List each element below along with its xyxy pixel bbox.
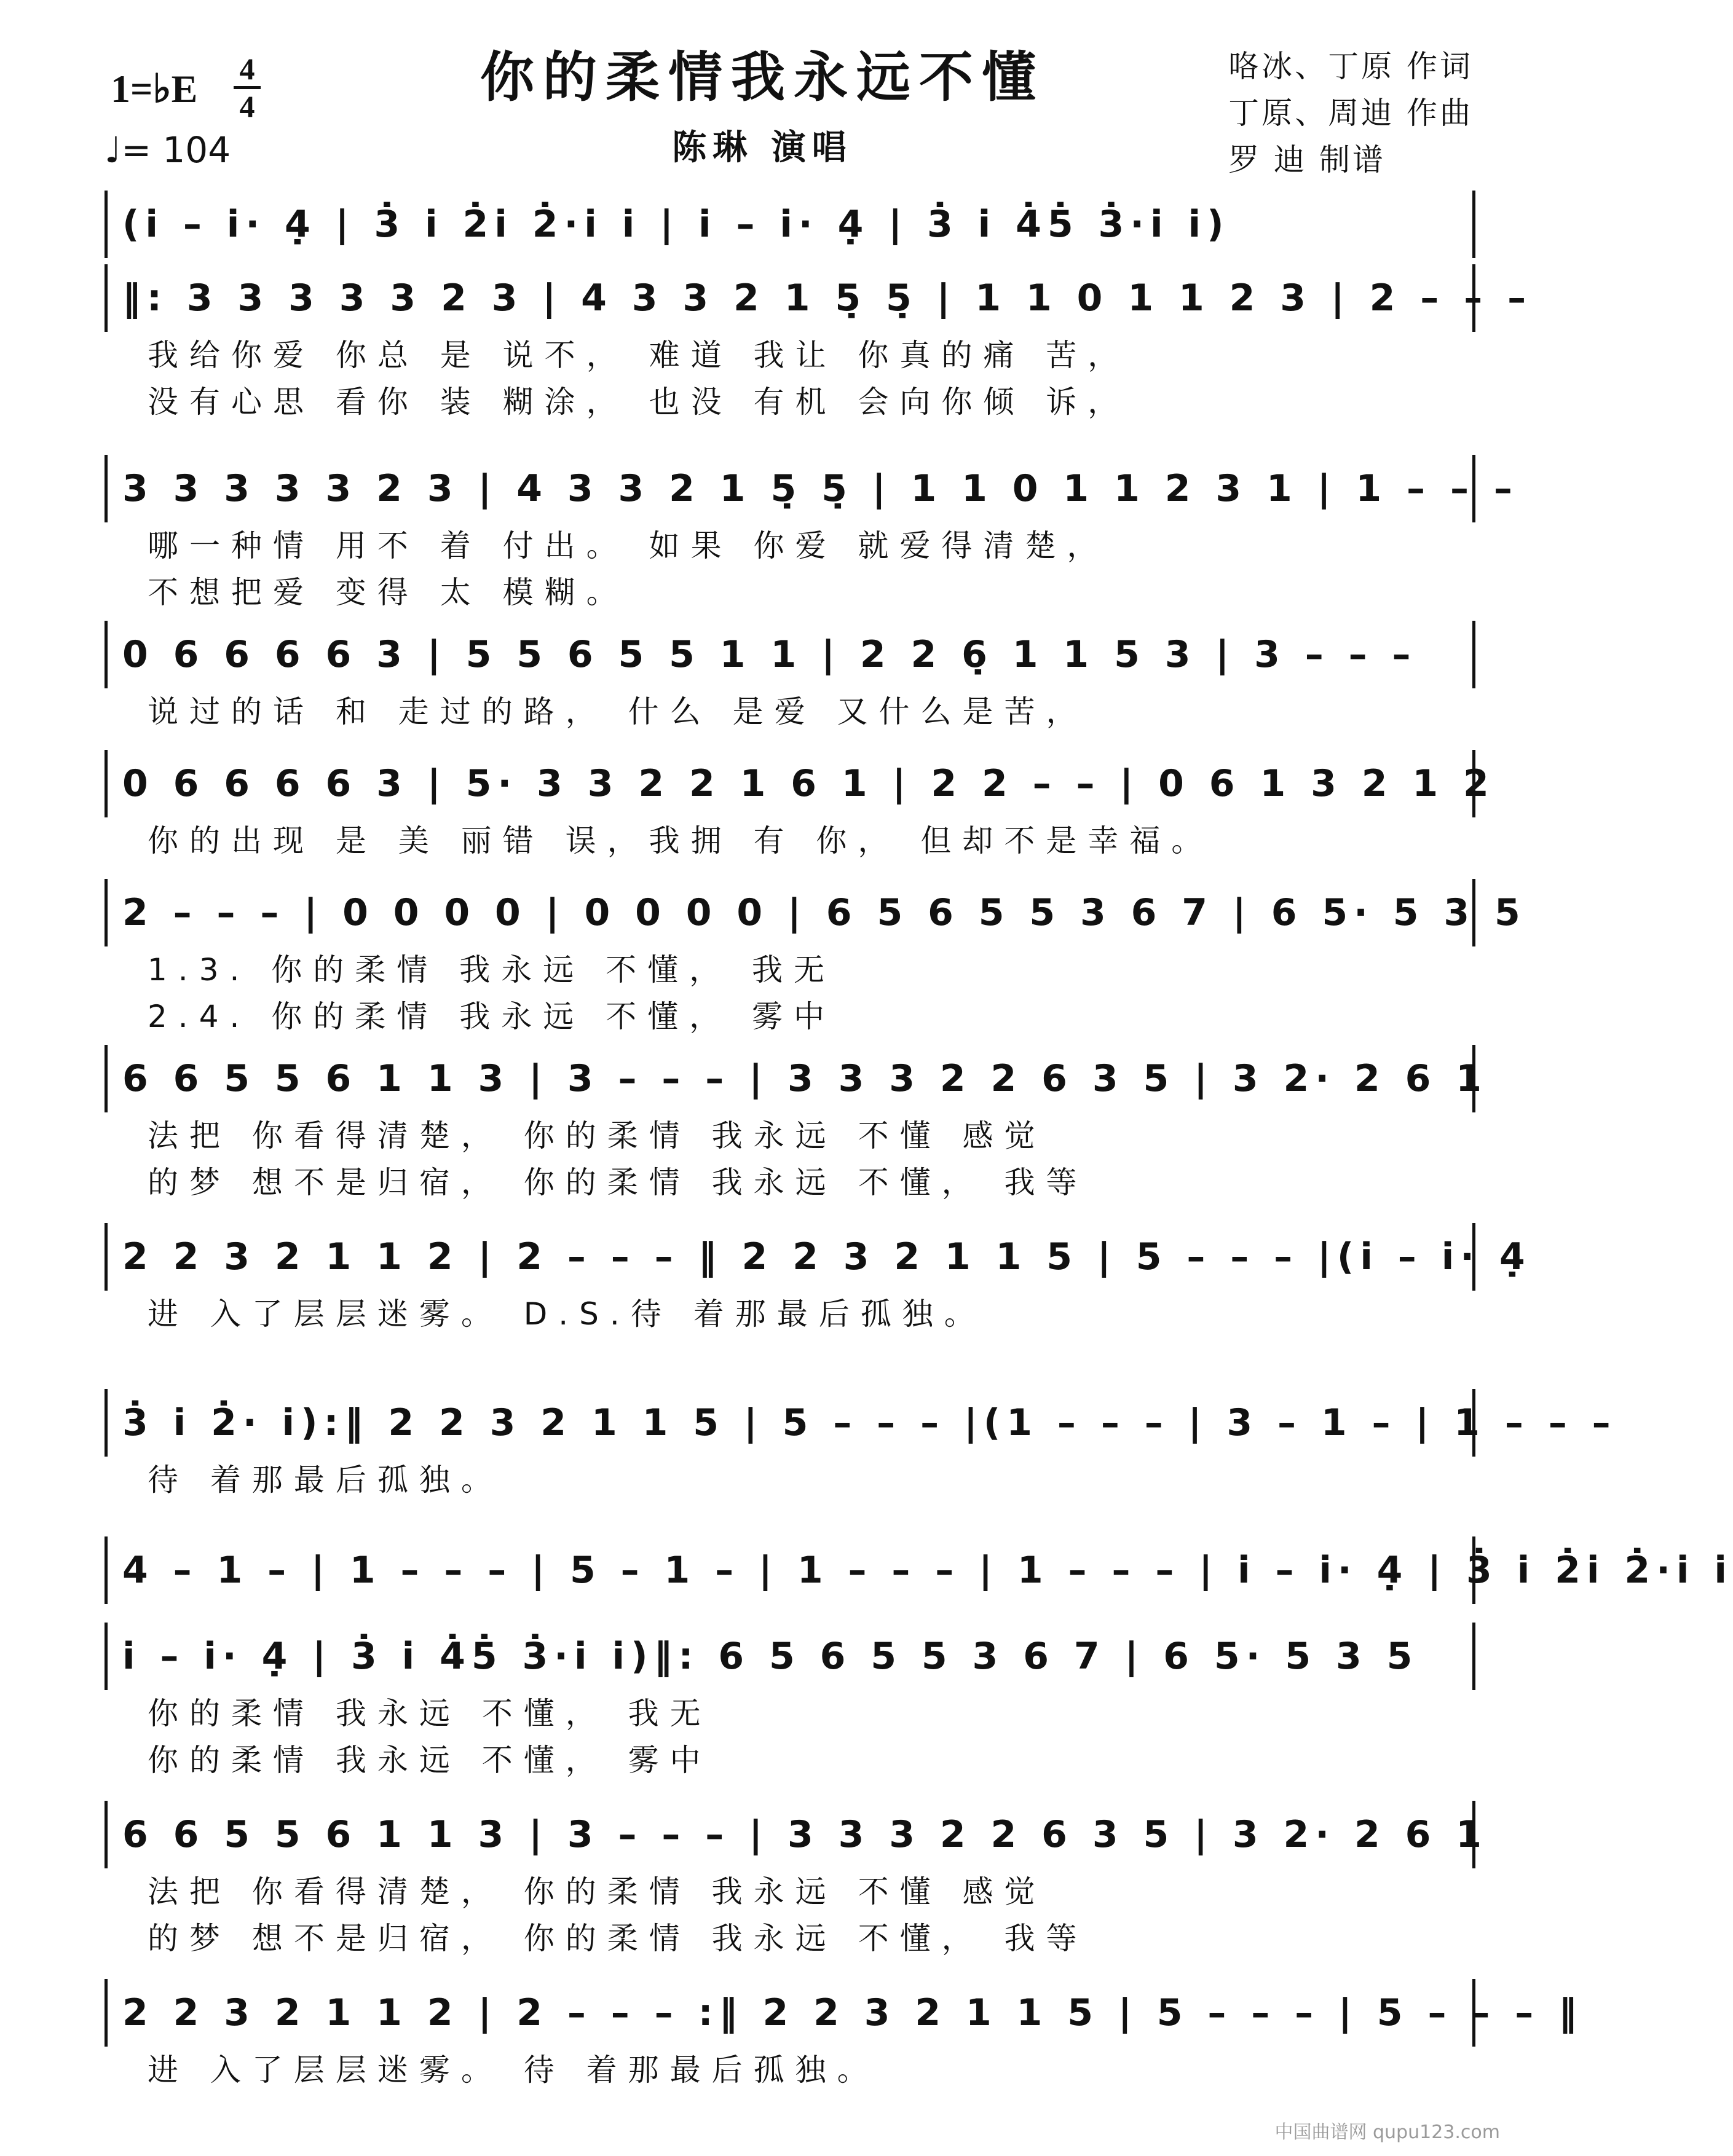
score-system: [105, 1389, 1617, 1503]
score-system: [105, 1536, 1733, 1604]
credit-composer: 丁原、周迪 作曲: [1228, 95, 1473, 131]
lyric-line: 你的柔情 我永远 不懂， 我无: [148, 1696, 712, 1731]
notation-line: 2 – – – | 0 0 0 0 | 0 0 0 0 | 6 5 6 5 5 3 6 7 | 6 5· 5 3 5: [105, 879, 1475, 946]
score-system: [105, 1979, 1584, 2093]
lyric-line: 1.3. 你的柔情 我永远 不懂， 我无: [148, 952, 835, 988]
notation-line: i̇ – i̇· 4̣ | 3̇ i̇ 4̇5̇ 3̇·i̇ i̇)‖: 6 5 6 5 5 3 6 7 | 6 5· 5 3 5: [105, 1623, 1475, 1690]
lyric-line: 的梦 想不是归宿， 你的柔情 我永远 不懂， 我等: [148, 1921, 1088, 1956]
lyric-line: 你的出现 是 美 丽错 误，我拥 有 你， 但却不是幸福。: [148, 823, 1214, 859]
score-system: [105, 750, 1495, 864]
tempo-marking: ♩= 104: [105, 129, 231, 171]
lyric-line: 不想把爱 变得 太 模糊。: [148, 575, 628, 610]
score-system: [105, 455, 1518, 616]
lyric-line: 说过的话 和 走过的路， 什么 是爱 又什么是苦，: [148, 694, 1088, 730]
key-signature: 1=♭E: [111, 67, 198, 111]
lyric-line: 的梦 想不是归宿， 你的柔情 我永远 不懂， 我等: [148, 1165, 1088, 1200]
score-system: [105, 264, 1533, 425]
meter-top: 4: [239, 52, 255, 86]
notation-line: 3 3 3 3 3 2 3 | 4 3 3 2 1 5̣ 5̣ | 1 1 0 1 1 2 3 1 | 1 – – –: [105, 455, 1475, 522]
score-system: [105, 1045, 1488, 1206]
lyric-line: 没有心思 看你 装 糊涂， 也没 有机 会向你倾 诉，: [148, 384, 1130, 420]
score-system: [105, 621, 1475, 735]
lyric-line: 我给你爱 你总 是 说不， 难道 我让 你真的痛 苦，: [148, 337, 1130, 373]
score-system: [105, 879, 1526, 1040]
lyric-line: 哪一种情 用不 着 付出。 如果 你爱 就爱得清楚，: [148, 528, 1109, 564]
score-system: [105, 191, 1475, 258]
notation-line: 6 6 5 5 6 1 1 3 | 3 – – – | 3 3 3 2 2 6 3 5 | 3 2· 2 6 1: [105, 1045, 1475, 1112]
time-signature: [234, 52, 261, 124]
lyric-line: 法把 你看得清楚， 你的柔情 我永远 不懂 感觉: [148, 1118, 1046, 1154]
lyric-line: 你的柔情 我永远 不懂， 雾中: [148, 1742, 712, 1778]
notation-line: ‖: 3 3 3 3 3 2 3 | 4 3 3 2 1 5̣ 5̣ | 1 1 0 1 1 2 3 | 2 – – –: [105, 264, 1475, 332]
credit-lyricist: 咯冰、丁原 作词: [1228, 49, 1473, 84]
lyric-line: 待 着那最后孤独。: [148, 1462, 503, 1498]
score-system: [105, 1801, 1488, 1962]
notation-line: 0 6 6 6 6 3 | 5 5 6 5 5 1 1 | 2 2 6̣ 1 1 5 3 | 3 – – –: [105, 621, 1475, 688]
notation-line: (i̇ – i̇· 4̣ | 3̇ i̇ 2̇i̇ 2̇·i̇ i̇ | i̇ – i̇· 4̣ | 3̇ i̇ 4̇5̇ 3̇·i̇ i̇): [105, 191, 1475, 258]
notation-line: 3̇ i̇ 2̇· i̇):‖ 2 2 3 2 1 1 5 | 5 – – – |(1 – – – | 3 – 1 – | 1 – – –: [105, 1389, 1475, 1457]
meter-bottom: 4: [239, 89, 255, 124]
singer: 陈琳 演唱: [672, 127, 853, 168]
lyric-line: 2.4. 你的柔情 我永远 不懂， 雾中: [148, 999, 835, 1034]
notation-line: 2 2 3 2 1 1 2 | 2 – – – :‖ 2 2 3 2 1 1 5 | 5 – – – | 5 – – – ‖: [105, 1979, 1475, 2047]
notation-line: 6 6 5 5 6 1 1 3 | 3 – – – | 3 3 3 2 2 6 3 5 | 3 2· 2 6 1: [105, 1801, 1475, 1868]
score-system: [105, 1623, 1475, 1784]
song-title: 你的柔情我永远不懂: [480, 45, 1044, 109]
score-system: [105, 1223, 1531, 1337]
credit-transcriber: 罗 迪 制谱: [1228, 142, 1386, 178]
lyric-line: 进 入了层层迷雾。 D.S.待 着那最后孤独。: [148, 1296, 986, 1332]
notation-line: 4 – 1 – | 1 – – – | 5 – 1 – | 1 – – – | 1 – – – | i̇ – i̇· 4̣ | 3̇ i̇ 2̇i̇ 2̇·i̇ i̇: [105, 1536, 1475, 1604]
notation-line: 2 2 3 2 1 1 2 | 2 – – – ‖ 2 2 3 2 1 1 5 | 5 – – – |(i̇ – i̇· 4̣: [105, 1223, 1475, 1291]
notation-line: 0 6 6 6 6 3 | 5· 3 3 2 2 1 6 1 | 2 2 – – | 0 6 1 3 2 1 2: [105, 750, 1475, 817]
lyric-line: 法把 你看得清楚， 你的柔情 我永远 不懂 感觉: [148, 1874, 1046, 1910]
watermark: 中国曲谱网 qupu123.com: [1274, 2122, 1500, 2143]
credits: [1228, 43, 1473, 183]
lyric-line: 进 入了层层迷雾。 待 着那最后孤独。: [148, 2052, 879, 2088]
